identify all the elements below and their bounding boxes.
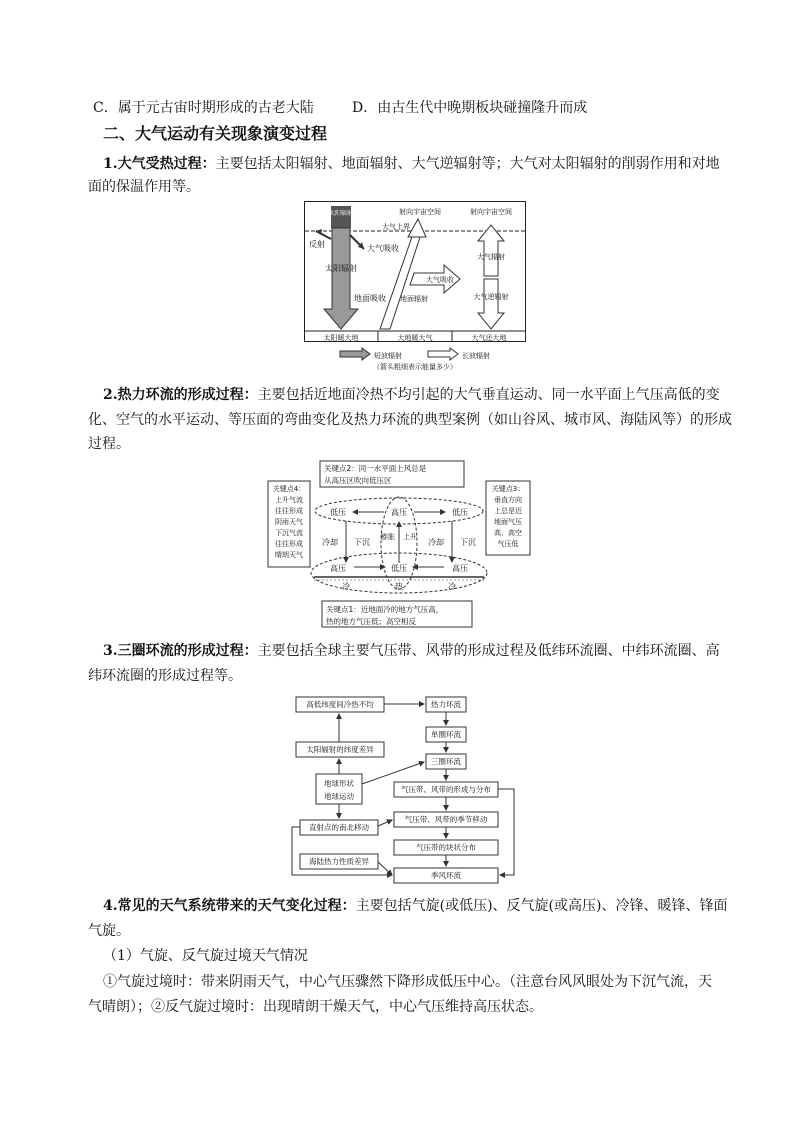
key-point-4-line: 阴雨天气: [275, 518, 303, 526]
counter-radiation-label: 大气逆辐射: [473, 293, 509, 301]
key-point-1-line-1: 关键点1：近地面冷的地方气压高，: [326, 605, 444, 614]
key-point-4-line: 下沉气流: [275, 529, 303, 537]
legend-long-wave-arrow: [428, 348, 458, 360]
key-point-3-line: 气压低: [497, 540, 519, 548]
paragraph-4-detail-2: 气晴朗）；②反气旋过境时：出现晴朗干燥天气，中心气压维持高压状态。: [88, 999, 543, 1015]
paragraph-3-text: 主要包括全球主要气压带、风带的形成过程及低纬环流圈、中纬环流圈、高: [257, 643, 720, 659]
legend-note: （箭头粗细表示能量多少）: [373, 363, 457, 371]
paragraph-4-detail-1: ①气旋过境时：带来阴雨天气，中心气压骤然下降形成低压中心。（注意台风风眼处为下沉气流，天: [103, 974, 712, 990]
key-point-4-line: 往往形成: [275, 507, 303, 515]
paragraph-2-line-1: [103, 385, 720, 405]
key-point-3-line: 高，高空: [494, 529, 522, 537]
paragraph-4-subheading: （1）气旋、反气旋过境天气情况: [103, 948, 308, 964]
cold-ground-2: 冷: [448, 582, 456, 591]
paragraph-4-heading: 4.常见的天气系统带来的天气变化过程：: [103, 898, 356, 914]
paragraph-3-line-1: [103, 641, 720, 661]
key-point-2-line-2: 从高压区吹向低压区: [324, 476, 392, 485]
box-6-text: 地球形状: [324, 779, 354, 788]
cold-ground-1: 冷: [342, 582, 350, 591]
three-cell-circulation-flowchart: [286, 692, 532, 884]
key-point-1-line-2: 热的地方气压低；高空相反: [326, 617, 416, 626]
top-left-label: 射向宇宙空间: [399, 208, 441, 216]
paragraph-2-text: 主要包括近地面冷热不均引起的大气垂直运动、同一水平面上气压高低的变: [257, 387, 720, 403]
atmosphere-heating-diagram: [304, 201, 526, 373]
key-point-4-line: 晴朗天气: [275, 551, 303, 559]
box-12-text: 海陆热力性质差异: [309, 857, 369, 866]
paragraph-4-text: 主要包括气旋(或低压)、反气旋(或高压)、冷锋、暖锋、锋面: [355, 898, 728, 914]
sink-2-label: 下沉: [460, 538, 476, 547]
paragraph-2-heading: 2.热力环流的形成过程：: [103, 387, 258, 403]
paragraph-4-line-1: [103, 896, 727, 916]
lower-low-pressure: 低压: [391, 564, 407, 573]
hot-ground: 热: [395, 582, 403, 591]
solar-arrow-label: 太阳辐射: [325, 264, 357, 273]
top-right-label: 射向宇宙空间: [470, 208, 512, 216]
key-point-4-line: 往往形成: [275, 540, 303, 548]
legend-long-wave: 长波辐射: [462, 352, 490, 360]
box-3-text: 单圈环流: [431, 730, 461, 739]
key-point-2-line-1: 关键点2：同一水平面上风总是: [324, 464, 427, 473]
paragraph-3-heading: 3.三圈环流的形成过程：: [103, 643, 258, 659]
upper-low-pressure-1: 低压: [330, 508, 346, 517]
bottom-label-2: 大地暖大气: [397, 334, 433, 342]
box-8-text: 气压带、风带的形成与分布: [401, 785, 491, 794]
sun-label: 太阳辐射: [328, 210, 354, 217]
upper-high-pressure: 高压: [391, 508, 407, 517]
box-5-text: 三圈环流: [431, 757, 461, 766]
paragraph-1-heading: 1.大气受热过程：: [103, 156, 216, 172]
box-9-text: 直射点的南北移动: [309, 823, 369, 832]
legend-short-wave-arrow: [340, 348, 370, 360]
atmosphere-radiation-label: 大气辐射: [477, 253, 505, 261]
lower-high-pressure-1: 高压: [330, 564, 346, 573]
paragraph-2-line-3: 过程。: [88, 436, 130, 452]
ground-radiation-label: 地面辐射: [400, 295, 428, 303]
bottom-label-3: 大气还大地: [471, 334, 507, 342]
cool-2-label: 冷却: [428, 538, 444, 547]
ground-absorb-label: 地面吸收: [354, 294, 386, 303]
section-title: 二、大气运动有关现象演变过程: [103, 124, 328, 143]
key-point-3-line: 上总是近: [494, 507, 522, 515]
paragraph-4-line-2: 气旋。: [88, 923, 130, 939]
paragraph-1-line-1: [103, 154, 720, 174]
upper-atmosphere-label: 大气上界: [382, 223, 410, 231]
atmosphere-absorb-2-label: 大气吸收: [426, 276, 454, 284]
sink-1-label: 下沉: [354, 538, 370, 547]
expand-label: 膨胀: [381, 533, 395, 541]
legend-short-wave: 短波辐射: [374, 352, 402, 360]
upper-low-pressure-2: 低压: [452, 508, 468, 517]
paragraph-2-line-2: 化、空气的水平运动、等压面的弯曲变化及热力环流的典型案例（如山谷风、城市风、海陆风等）的形成: [88, 412, 732, 428]
lower-high-pressure-2: 高压: [452, 564, 468, 573]
bottom-label-1: 太阳暖大地: [323, 334, 359, 342]
key-point-3-line: 地面气压: [494, 518, 522, 526]
box-7-text: 地球运动: [324, 792, 354, 801]
box-2-text: 热力环流: [431, 700, 461, 709]
atmosphere-absorb-label: 大气吸收: [367, 244, 399, 253]
cool-1-label: 冷却: [322, 538, 338, 547]
rise-label: 上升: [403, 533, 417, 541]
reflect-label: 反射: [309, 240, 325, 249]
box-4-text: 太阳辐射的纬度差异: [306, 745, 374, 754]
key-point-4-line: 上升气流: [275, 496, 303, 504]
paragraph-1-line-2: 面的保温作用等。: [88, 179, 200, 195]
paragraph-3-line-2: 纬环流圈的形成过程等。: [88, 668, 242, 684]
option-c: C．属于元古宙时期形成的古老大陆: [93, 100, 314, 116]
paragraph-1-text: 主要包括太阳辐射、地面辐射、大气逆辐射等；大气对太阳辐射的削弱作用和对地: [215, 156, 720, 172]
box-13-text: 季风环流: [431, 871, 461, 880]
key-point-3-line: 垂直方向: [494, 496, 522, 504]
box-10-text: 气压带、风带的季节移动: [404, 815, 488, 824]
key-point-4-line: 关键点4：: [272, 485, 306, 493]
key-point-3-line: 关键点3：: [491, 485, 525, 493]
box-1-text: 高低纬度间冷热不均: [306, 700, 374, 709]
option-d: D．由古生代中晚期板块碰撞隆升而成: [352, 100, 588, 116]
thermal-circulation-diagram: [266, 459, 532, 629]
box-11-text: 气压带的块状分布: [416, 843, 476, 852]
